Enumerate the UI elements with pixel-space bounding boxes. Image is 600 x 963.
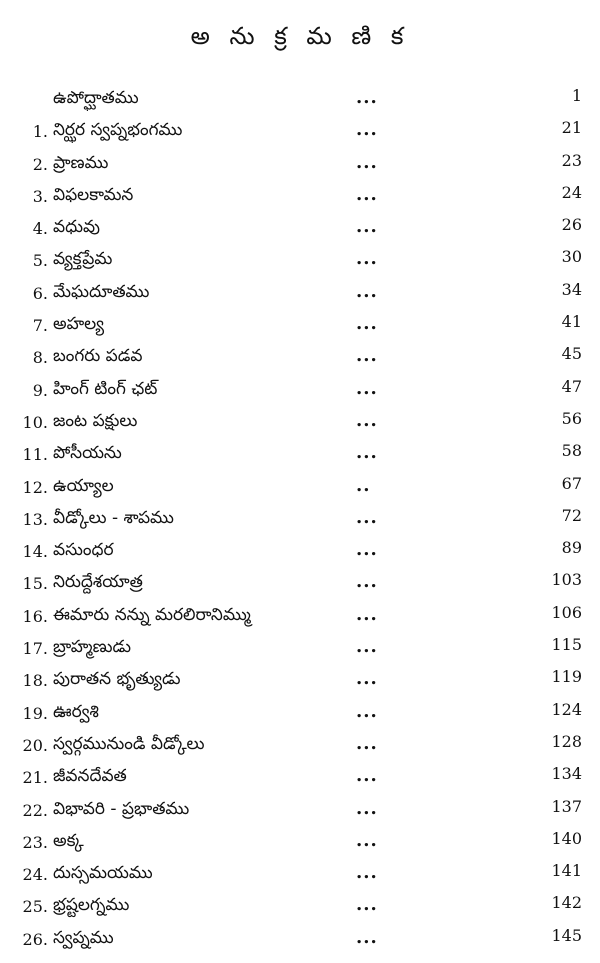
toc-entry-number: 21. xyxy=(22,768,48,788)
toc-entry-page: 140 xyxy=(551,828,582,848)
toc-entry-page: 56 xyxy=(561,408,582,428)
toc-entry-title: స్వప్నము xyxy=(53,927,114,948)
toc-entry-page: 34 xyxy=(561,279,582,299)
toc-entry-number: 8. xyxy=(32,348,48,368)
toc-entry-leader: ... xyxy=(356,926,378,948)
toc-entry-number: 6. xyxy=(32,283,48,303)
toc-entry-title: నిరుద్దేశయాత్ర xyxy=(53,572,143,593)
toc-entry xyxy=(0,84,600,116)
toc-entry xyxy=(0,891,600,923)
toc-entry-title: జీవనదేవత xyxy=(53,766,127,787)
toc-entry-number: 2. xyxy=(32,154,48,174)
toc-entry-title: బంగరు పడవ xyxy=(53,346,143,367)
toc-entry xyxy=(0,504,600,536)
toc-entry-title: స్వర్గమునుండి వీడ్కోలు xyxy=(53,733,205,754)
toc-entry-leader: ... xyxy=(356,765,378,787)
toc-entry-page: 142 xyxy=(551,893,582,913)
toc-entry-number: 11. xyxy=(22,445,48,465)
toc-entry-title: భ్రష్టలగ్నము xyxy=(53,895,130,916)
toc-entry-number: 10. xyxy=(22,412,48,432)
toc-entry-leader: ... xyxy=(356,829,378,851)
toc-entry xyxy=(0,342,600,374)
toc-entry xyxy=(0,310,600,342)
toc-entry xyxy=(0,149,600,181)
toc-entry-title: విభావరి - ప్రభాతము xyxy=(53,798,190,819)
toc-entry-page: 119 xyxy=(551,667,582,687)
toc-entry-page: 141 xyxy=(551,861,582,881)
toc-entry-number: 25. xyxy=(22,897,48,917)
toc-entry-page: 115 xyxy=(551,635,582,655)
toc-entry-number: 7. xyxy=(32,316,48,336)
toc-entry-leader: ... xyxy=(356,571,378,593)
toc-entry-title: ప్రాణము xyxy=(53,152,109,173)
toc-entry xyxy=(0,665,600,697)
toc-entry-leader: ... xyxy=(356,442,378,464)
toc-entry-title: అహల్య xyxy=(53,314,104,335)
toc-entry xyxy=(0,181,600,213)
toc-entry-page: 30 xyxy=(561,247,582,267)
toc-entry-leader: ... xyxy=(356,280,378,302)
toc-entry-page: 45 xyxy=(561,344,582,364)
toc-entry-title: అక్క xyxy=(53,830,84,851)
toc-entry-number: 23. xyxy=(22,832,48,852)
toc-entry-number: 5. xyxy=(32,251,48,271)
toc-entry-page: 103 xyxy=(551,570,582,590)
toc-entry-number: 26. xyxy=(22,929,48,949)
toc-entry-title: దుస్సమయము xyxy=(53,863,153,884)
toc-entry-page: 72 xyxy=(561,505,582,525)
toc-entry-leader: ... xyxy=(356,539,378,561)
toc-entry-title: వీడ్కోలు - శాపము xyxy=(53,507,174,528)
toc-entry-number: 20. xyxy=(22,735,48,755)
toc-entry-leader: ... xyxy=(356,248,378,270)
toc-entry xyxy=(0,924,600,956)
toc-entry xyxy=(0,859,600,891)
toc-entry xyxy=(0,730,600,762)
toc-entry-leader: ... xyxy=(356,636,378,658)
toc-entry-title: వ్యక్తప్రేమ xyxy=(53,249,113,270)
toc-entry-number: 1. xyxy=(32,122,48,142)
toc-entry xyxy=(0,795,600,827)
toc-entry xyxy=(0,762,600,794)
toc-entry-page: 145 xyxy=(551,925,582,945)
toc-entry-number: 14. xyxy=(22,542,48,562)
toc-entry-title: ఉపోద్ఘాతము xyxy=(53,88,139,108)
toc-entry xyxy=(0,601,600,633)
toc-entry xyxy=(0,472,600,504)
toc-entry-title: జంట పక్షులు xyxy=(53,410,138,431)
toc-entry xyxy=(0,407,600,439)
toc-entry-page: 47 xyxy=(561,376,582,396)
toc-entry-number: 16. xyxy=(22,606,48,626)
toc-entry-page: 58 xyxy=(561,441,582,461)
toc-entry-number: 12. xyxy=(22,477,48,497)
toc-entry-leader: ... xyxy=(356,377,378,399)
toc-entry xyxy=(0,245,600,277)
toc-entry-leader: ... xyxy=(356,216,378,238)
toc-entry-leader: ... xyxy=(356,700,378,722)
toc-entry-page: 106 xyxy=(551,602,582,622)
toc-entry xyxy=(0,116,600,148)
toc-entry-page: 137 xyxy=(551,796,582,816)
toc-entry-page: 1 xyxy=(571,86,582,105)
toc-entry-number: 15. xyxy=(22,574,48,594)
toc-entry-number: 19. xyxy=(22,703,48,723)
toc-entry-number: 4. xyxy=(32,219,48,239)
toc-entry-title: వసుంధర xyxy=(53,540,114,561)
toc-entry xyxy=(0,698,600,730)
toc-entry-number: 22. xyxy=(22,800,48,820)
toc-entry-page: 124 xyxy=(551,699,582,719)
toc-entry-leader: ... xyxy=(356,668,378,690)
toc-entry-leader: ... xyxy=(356,894,378,916)
toc-entry-title: మేఘదూతము xyxy=(53,281,150,302)
toc-entry-number: 13. xyxy=(22,509,48,529)
toc-entry-page: 67 xyxy=(561,473,582,493)
toc-entry-number: 18. xyxy=(22,671,48,691)
toc-entry-title: విఫలకామన xyxy=(53,184,134,205)
toc-entry-leader: ... xyxy=(356,506,378,528)
toc-entry-page: 89 xyxy=(561,538,582,558)
toc-entry xyxy=(0,439,600,471)
toc-entry-leader: ... xyxy=(356,151,378,173)
toc-entry-leader: ... xyxy=(356,345,378,367)
toc-entry-leader: .. xyxy=(356,474,371,496)
toc-entry-page: 21 xyxy=(561,118,582,138)
toc-entry-leader: ... xyxy=(356,409,378,431)
toc-entry-leader: ... xyxy=(356,732,378,754)
toc-entry-page: 128 xyxy=(551,731,582,751)
toc-entry xyxy=(0,568,600,600)
toc-entry-page: 26 xyxy=(561,215,582,235)
toc-entry xyxy=(0,827,600,859)
toc-entry-title: బ్రాహ్మణుడు xyxy=(53,637,131,658)
toc-entry-number: 17. xyxy=(22,639,48,659)
toc-entry-page: 41 xyxy=(561,312,582,332)
toc-entry-title: ఊర్వశి xyxy=(53,701,99,722)
toc-entry-title: ఉయ్యాల xyxy=(53,475,114,496)
toc-entry xyxy=(0,213,600,245)
toc-entry-leader: ... xyxy=(356,183,378,205)
toc-entry-title: వధువు xyxy=(53,217,100,238)
toc-entry-title: ఈమారు నన్ను మరలిరానిమ్ము xyxy=(53,604,251,625)
toc-entry xyxy=(0,536,600,568)
toc-entry-title: నిర్ఝర స్వప్నభంగము xyxy=(53,120,183,141)
toc-entry-leader: ... xyxy=(356,862,378,884)
toc-entry-number: 3. xyxy=(32,186,48,206)
toc-entry-title: హింగ్ టింగ్ ఛట్ xyxy=(53,378,158,399)
toc-entry-leader: ... xyxy=(356,119,378,141)
toc-entry xyxy=(0,633,600,665)
toc-entry-title: పోసీయను xyxy=(53,443,122,464)
toc-entry xyxy=(0,278,600,310)
toc-entry-leader: ... xyxy=(356,603,378,625)
table-of-contents xyxy=(0,84,600,956)
toc-entry-leader: ... xyxy=(356,87,378,108)
toc-entry-number: 24. xyxy=(22,865,48,885)
toc-entry-page: 24 xyxy=(561,182,582,202)
toc-entry xyxy=(0,375,600,407)
page-title: అ ను క్ర మ ణి క xyxy=(190,22,410,50)
toc-entry-page: 23 xyxy=(561,150,582,170)
toc-entry-leader: ... xyxy=(356,797,378,819)
toc-entry-title: పురాతన భృత్యుడు xyxy=(53,669,181,690)
toc-entry-leader: ... xyxy=(356,313,378,335)
toc-entry-page: 134 xyxy=(551,764,582,784)
toc-entry-number: 9. xyxy=(32,380,48,400)
